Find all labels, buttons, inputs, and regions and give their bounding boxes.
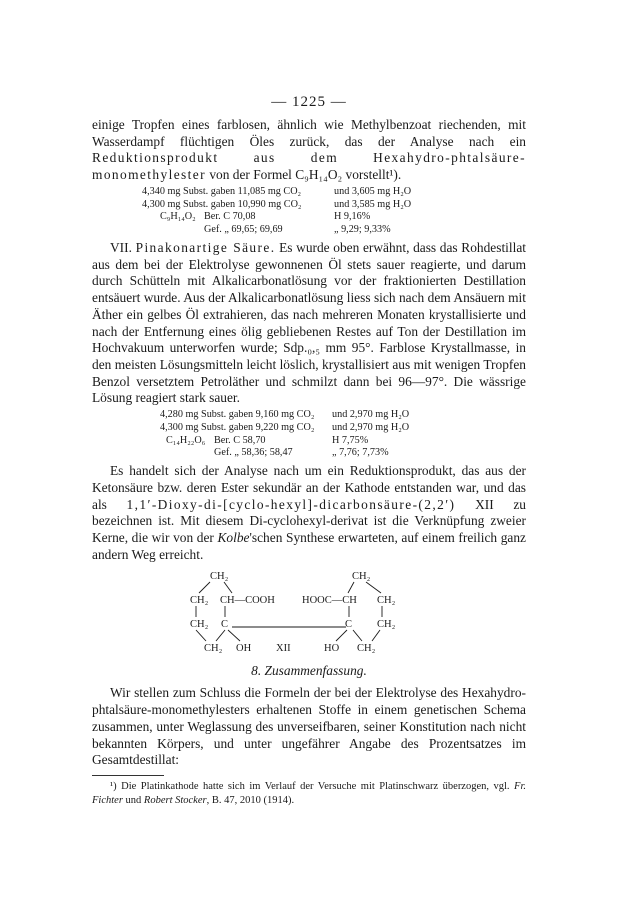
formula-atom: CH₂ — [210, 571, 229, 583]
formula-atom: CH₂ — [190, 595, 209, 607]
para1-spaced: Reduktionsprodukt aus dem Hexahydro-phtalsäure-monomethylester — [92, 150, 526, 183]
analysis-block-1 — [92, 186, 526, 237]
analysis-cell: „ 9,29; 9,33% — [334, 224, 391, 236]
formula-atom: CH₂ — [357, 643, 376, 655]
author-name: Kolbe — [217, 530, 250, 546]
analysis-cell: und 3,585 mg H₂O — [334, 198, 412, 210]
analysis-block-2 — [92, 409, 526, 460]
analysis-cell: Gef. „ 69,65; 69,69 — [204, 224, 283, 236]
formula-atom: OH — [236, 643, 252, 655]
analysis-cell: und 2,970 mg H₂O — [332, 409, 410, 421]
analysis-cell: Ber. C 70,08 — [204, 211, 256, 223]
formula-cell: C₉H₁₄O₂ — [160, 211, 196, 223]
analysis-row — [142, 211, 526, 224]
analysis-cell: und 2,970 mg H₂O — [332, 421, 410, 433]
paragraph-1 — [92, 117, 526, 184]
formula-atom: HOOC—CH — [302, 595, 357, 607]
analysis-cell: H 9,16% — [334, 211, 371, 223]
analysis-row — [142, 186, 526, 199]
formula-cell — [160, 447, 214, 460]
analysis-cell: 4,280 mg Subst. gaben 9,160 mg CO₂ — [160, 409, 315, 421]
footnote-rule — [92, 775, 164, 776]
section-title: Pinakonartige Säure. — [135, 240, 276, 255]
formula-atom: C — [221, 619, 229, 631]
analysis-row — [160, 435, 526, 448]
compound-name: 1,1′-Dioxy-di-[cyclo-hexyl]-dicarbonsäure-(2,2′) — [126, 496, 456, 512]
para2-text: Es wurde oben erwähnt, dass das Rohdestillat aus dem bei der Elektrolyse gewonnenen Öl stets sauer reagierte, und darum durch Schütteln mit Alkalicarbonatlösung vor der fraktionierten Destillation entsäuert wurde. Aus der Alkalicarbonatlösung liess sich nach dem Ansäuern mit Äther ein gelbes Öl extrahieren, das nach mehreren Monaten krystallisierte und nach der Entfernung eines ölig gebliebenen Restes auf Ton der Destillation im Hochvakuum unterworfen wurde; Sdp.₀,₅ mm 95°. Farblose Krystallmasse, in den meisten Lösungsmitteln leicht löslich, krystallisiert aus mit wenigen Tropfen Benzol versetztem Petroläther und schmilzt dann bei 96—97°. Die wässrige Lösung reagiert stark sauer. — [92, 240, 527, 406]
structural-formula-xii — [92, 565, 526, 657]
analysis-row — [160, 409, 526, 422]
formula-atom: CH—COOH — [220, 595, 275, 607]
analysis-row — [142, 224, 526, 237]
footnote-and: und — [122, 794, 144, 806]
formula-label: XII — [276, 643, 291, 655]
section-heading: 8. Zusammenfassung. — [251, 663, 367, 679]
formula-atom: CH₂ — [352, 571, 371, 583]
analysis-row — [160, 422, 526, 435]
footnote-author: Robert Stocker — [143, 794, 207, 806]
analysis-cell: Ber. C 58,70 — [214, 434, 266, 446]
analysis-cell: H 7,75% — [332, 434, 369, 446]
formula-cell: C₁₄H₂₂O₆ — [166, 434, 206, 446]
analysis-row — [160, 447, 526, 460]
paragraph-2 — [92, 240, 526, 407]
section-number: VII. — [110, 240, 132, 255]
footnote-lead: ¹) Die Platinkathode hatte sich im Verlauf der Versuche mit Platinschwarz überzogen, vgl. — [110, 780, 515, 792]
analysis-cell: 4,300 mg Subst. gaben 10,990 mg CO₂ — [142, 198, 302, 210]
formula-atom: C — [345, 619, 353, 631]
formula-atom: CH₂ — [377, 619, 396, 631]
footnote-tail: , B. 47, 2010 (1914). — [206, 794, 295, 806]
analysis-cell: „ 7,76; 7,73% — [332, 447, 389, 459]
formula-atom: CH₂ — [377, 595, 396, 607]
para1-tail: von der Formel C₉H₁₄O₂ vorstellt¹). — [205, 167, 402, 183]
analysis-cell: 4,340 mg Subst. gaben 11,085 mg CO₂ — [142, 185, 302, 197]
formula-cell — [142, 224, 204, 237]
formula-atom: HO — [324, 643, 340, 655]
formula-bonds — [196, 582, 382, 641]
footnote-author: Fr. Fichter — [92, 780, 526, 806]
formula-atom: CH₂ — [190, 619, 209, 631]
paragraph-4: Wir stellen zum Schluss die Formeln der bei der Elektrolyse des Hexahydro-phtalsäure-monomethylesters erhaltenen Stoffe in einem genetischen Schema zusammen, unter Weglassung des unverseifbaren, seiner Konstitution nach nicht bekannten Körpers, und unter ungefährer Angabe des Prozentsatzes im Gesamtdestillat: — [92, 685, 526, 768]
analysis-cell: und 3,605 mg H₂O — [334, 185, 412, 197]
paragraph-3 — [92, 463, 526, 563]
analysis-cell: 4,300 mg Subst. gaben 9,220 mg CO₂ — [160, 421, 315, 433]
analysis-row — [142, 199, 526, 212]
para3-mid: XII zu bezeichnen ist. Mit diesem Di-cyclohexyl-derivat ist die Verknüpfung zweier Kerne, die wir von der — [92, 496, 526, 546]
analysis-cell: Gef. „ 58,36; 58,47 — [214, 447, 293, 459]
page-number: — 1225 — — [271, 94, 347, 110]
para1-lead: einige Tropfen eines farblosen, ähnlich wie Methylbenzoat riechenden, mit Wasserdampf flüchtigen Öles zurück, das der Analyse nach ein — [92, 117, 526, 149]
formula-atom: CH₂ — [204, 643, 223, 655]
para3-tail: 'schen Synthese erwarteten, auf einem freilich ganz andern Weg erreicht. — [92, 530, 526, 562]
page — [92, 94, 526, 808]
footnote — [92, 780, 526, 808]
para3-lead: Es handelt sich der Analyse nach um ein Reduktionsprodukt, das aus der Ketonsäure bzw. deren Ester sekundär an der Kathode entstanden war, und das als — [92, 463, 526, 512]
